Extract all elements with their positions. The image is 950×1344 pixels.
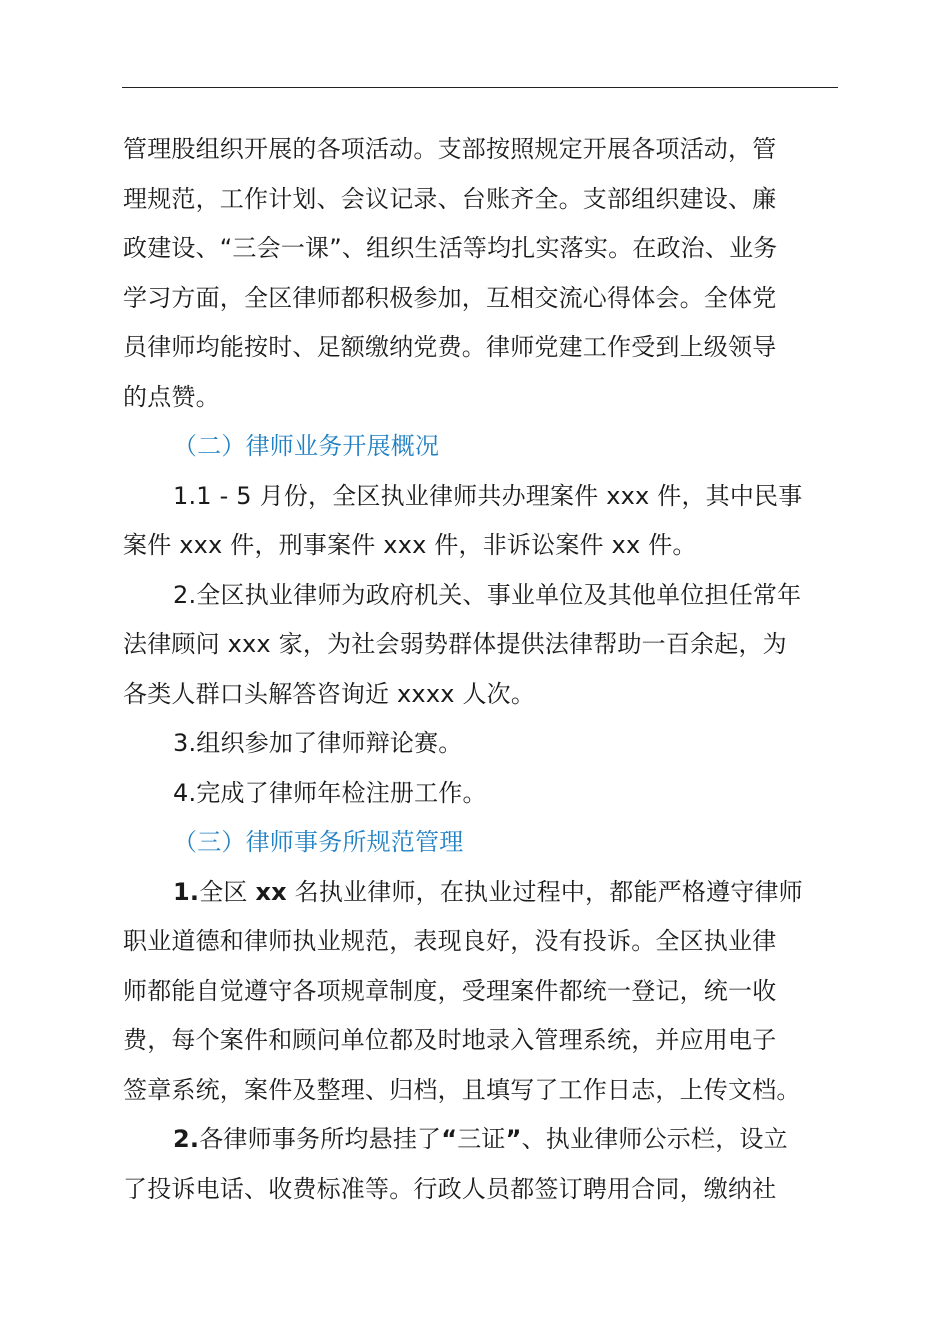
paragraph-line: 4.完成了律师年检注册工作。: [173, 778, 487, 807]
bold-text: 1.: [173, 877, 200, 906]
paragraph-line: [123, 1115, 839, 1165]
body-text: [123, 125, 839, 1214]
paragraph-line: [123, 868, 839, 918]
paragraph-line: 职业道德和律师执业规范，表现良好，没有投诉。全区执业律: [123, 927, 777, 955]
bold-text: “: [441, 1125, 458, 1153]
paragraph-line: 2.全区执业律师为政府机关、事业单位及其他单位担任常年: [173, 580, 802, 609]
text-run: 全区: [199, 877, 256, 906]
text-run: 三证: [457, 1125, 506, 1153]
paragraph-line: 学习方面，全区律师都积极参加，互相交流心得体会。全体党: [123, 283, 777, 312]
paragraph-line: 费，每个案件和顾问单位都及时地录入管理系统，并应用电子: [123, 1026, 777, 1054]
paragraph-line: 各类人群口头解答咨询近 xxxx 人次。: [123, 679, 536, 708]
paragraph-line: 师都能自觉遵守各项规章制度，受理案件都统一登记，统一收: [123, 976, 777, 1005]
section-heading: （二）律师业务开展概况: [173, 432, 440, 460]
section-heading: （三）律师事务所规范管理: [173, 828, 464, 856]
bold-text: xx: [255, 877, 287, 906]
paragraph-line: 了投诉电话、收费标准等。行政人员都签订聘用合同，缴纳社: [123, 1174, 777, 1203]
paragraph-line: 的点赞。: [123, 382, 220, 411]
bold-text: 2.: [173, 1125, 200, 1153]
paragraph-line: 员律师均能按时、足额缴纳党费。律师党建工作受到上级领导: [123, 333, 777, 361]
text-run: 、执业律师公示栏，设立: [521, 1125, 788, 1153]
paragraph-line: 3.组织参加了律师辩论赛。: [173, 729, 463, 757]
text-run: 名执业律师，在执业过程中，都能严格遵守律师: [286, 877, 803, 906]
paragraph-line: 法律顾问 xxx 家，为社会弱势群体提供法律帮助一百余起，为: [123, 630, 787, 658]
paragraph-line: 案件 xxx 件，刑事案件 xxx 件，非诉讼案件 xx 件。: [123, 531, 697, 559]
paragraph-line: 1.1 - 5 月份，全区执业律师共办理案件 xxx 件，其中民事: [173, 481, 803, 510]
bold-text: ”: [505, 1125, 522, 1153]
paragraph-line: 理规范，工作计划、会议记录、台账齐全。支部组织建设、廉: [123, 184, 777, 213]
header-rule: [122, 87, 838, 88]
paragraph-line: 签章系统，案件及整理、归档，且填写了工作日志，上传文档。: [123, 1075, 801, 1104]
text-run: 各律师事务所均悬挂了: [199, 1125, 442, 1153]
paragraph-line: 管理股组织开展的各项活动。支部按照规定开展各项活动，管: [123, 135, 777, 163]
paragraph-line: 政建设、“三会一课”、组织生活等均扎实落实。在政治、业务: [123, 234, 778, 262]
